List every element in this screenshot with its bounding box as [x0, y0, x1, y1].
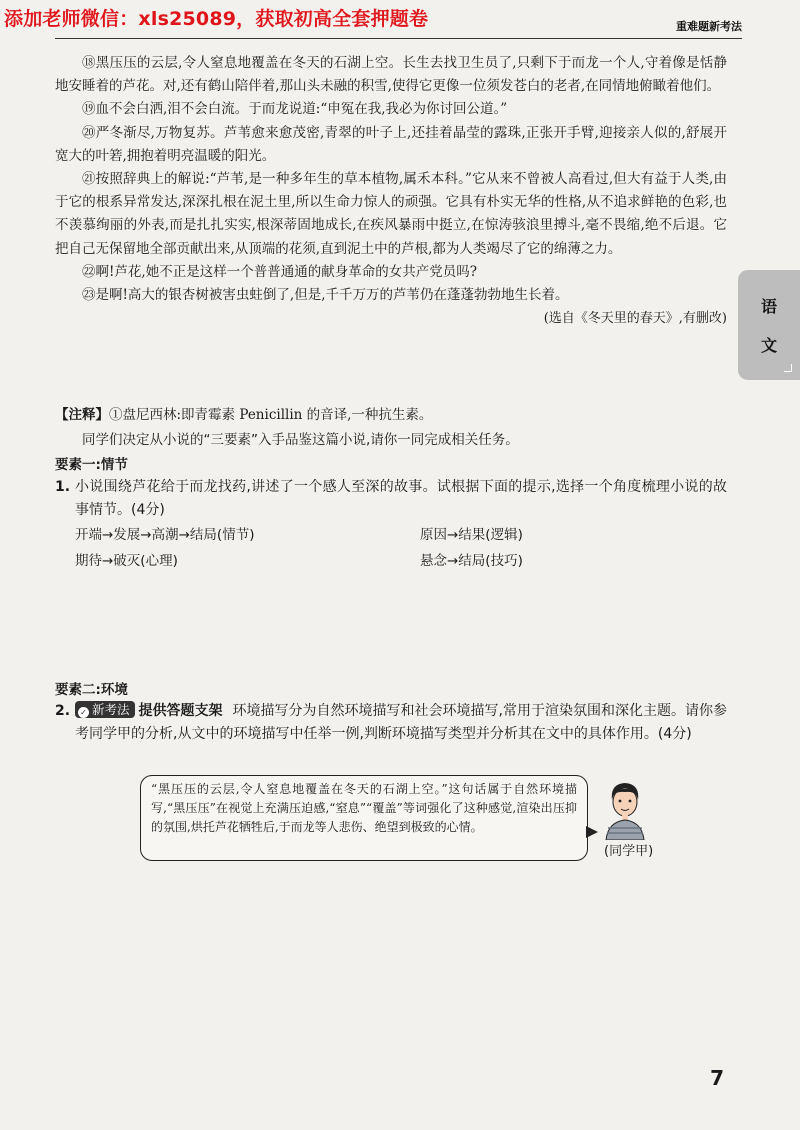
passage-paragraph: ㉑按照辞典上的解说:“芦苇,是一种多年生的草本植物,属禾本科。”它从来不曾被人高看过,但大有益于人类,由于它的根系异常发达,深深扎根在泥土里,所以生命力惊人的顽强。它具有朴实无华的性格,从不追求鲜艳的色彩,也不羡慕绚丽的外表,而是扎扎实实,根深蒂固地成长,在疾风暴雨中挺立,在惊涛骇浪里搏斗,毫不畏缩,绝不后退。它把自己无保留地全部贡献出来,从顶端的花须,直到泥土中的芦根,都为人类竭尽了它的绵薄之力。: [55, 171, 727, 257]
side-tab-char: 文: [760, 336, 777, 355]
question-2: [55, 700, 727, 746]
question-number: 1.: [55, 479, 71, 495]
question-1: [55, 476, 727, 522]
question-body: 环境描写分为自然环境描写和社会环境描写,常用于渲染氛围和深化主题。请你参考同学甲的分析,从文中的环境描写中任举一例,判断环境描写类型并分析其在文中的具体作用。(4分): [75, 703, 728, 742]
speech-bubble-tail: [586, 826, 598, 838]
passage-paragraph: ㉓是啊!高大的银杏树被害虫蛀倒了,但是,千千万万的芦苇仍在蓬蓬勃勃地生长着。: [82, 287, 569, 304]
annotation-label: 【注释】: [55, 407, 109, 423]
passage-paragraph: ㉒啊!芦花,她不正是这样一个普普通通的献身革命的女共产党员吗?: [82, 263, 477, 280]
question-number: 2.: [55, 703, 71, 719]
element-two-title: 要素二:环境: [55, 682, 128, 698]
annotation-text: ①盘尼西林:即青霉素 Penicillin 的音译,一种抗生素。: [109, 407, 433, 423]
passage-source: (选自《冬天里的春天》,有删改): [543, 311, 727, 327]
question-text: [75, 700, 727, 746]
plot-option: 开端→发展→高潮→结局(情节): [75, 527, 255, 543]
reading-passage: [55, 52, 727, 330]
passage-paragraph: ⑳严冬渐尽,万物复苏。芦苇愈来愈茂密,青翠的叶子上,还挂着晶莹的露珠,正张开手臂,迎接亲人似的,舒展开宽大的叶箬,拥抱着明亮温暖的阳光。: [55, 124, 727, 164]
passage-paragraph: ⑲血不会白洒,泪不会白流。于而龙说道:“申冤在我,我必为你讨回公道。”: [82, 101, 508, 118]
plot-option: 悬念→结局(技巧): [420, 553, 523, 569]
subject-side-tab: [738, 270, 800, 380]
watermark: 添加老师微信：xls25089，获取初高全套押题卷: [4, 8, 429, 30]
passage-paragraph: ⑱黑压压的云层,令人窒息地覆盖在冬天的石湖上空。长生去找卫生员了,只剩下于而龙一个人,守着像是恬静地安睡着的芦花。对,还有鹤山陪伴着,那山头未融的积雪,使得它更像一位须发苍白的老者,在同情地俯瞰着他们。: [55, 55, 727, 95]
question-text: 小说围绕芦花给于而龙找药,讲述了一个感人至深的故事。试根据下面的提示,选择一个角度梳理小说的故事情节。(4分): [75, 479, 727, 518]
annotation: [55, 403, 432, 423]
header-section-label: 重难题新考法: [676, 20, 742, 33]
page-number: 7: [710, 1066, 724, 1090]
header-rule: [55, 38, 742, 39]
side-tab-char: 语: [760, 297, 777, 316]
new-method-badge: [75, 701, 135, 718]
student-avatar: [600, 778, 650, 840]
student-speech-bubble: “黑压压的云层,令人窒息地覆盖在冬天的石湖上空。”这句话属于自然环境描写,“黑压压”在视觉上充满压迫感,“窒息”“覆盖”等词强化了这种感觉,渲染出压抑的氛围,烘托芦花牺牲后,于而龙等人悲伤、绝望到极致的心情。: [140, 775, 588, 861]
check-icon: ✓: [78, 707, 89, 718]
element-one-title: 要素一:情节: [55, 457, 128, 473]
corner-mark-icon: [784, 364, 792, 372]
task-intro: 同学们决定从小说的“三要素”入手品鉴这篇小说,请你一同完成相关任务。: [82, 432, 519, 448]
question-lead: 提供答题支架: [138, 703, 223, 719]
badge-label: 新考法: [92, 702, 130, 717]
plot-option: 原因→结果(逻辑): [420, 527, 523, 543]
student-label: (同学甲): [604, 844, 654, 859]
plot-option: 期待→破灭(心理): [75, 553, 178, 569]
